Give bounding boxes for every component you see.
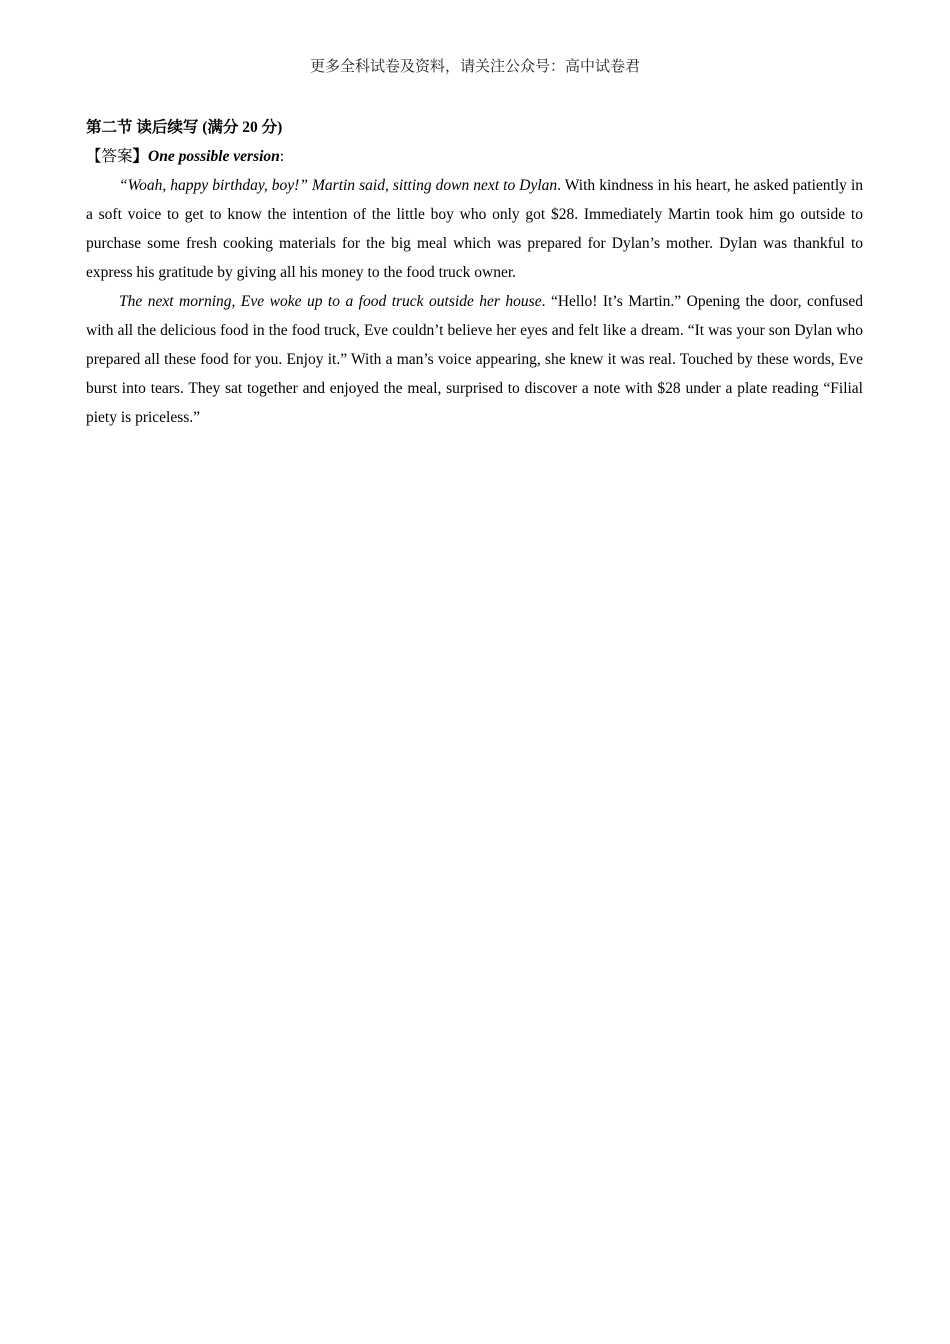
answer-bracket: [86, 148, 148, 165]
paragraph-2: [86, 287, 863, 432]
paragraph-2-lead: The next morning, Eve woke up to a food truck outside her house: [119, 293, 542, 310]
section-title: 第二节 读后续写 (满分 20 分): [86, 119, 283, 136]
paragraph-1: [86, 171, 863, 287]
paragraph-1-lead: “Woah, happy birthday, boy!” Martin said, sitting down next to Dylan: [119, 177, 558, 194]
header-note: 更多全科试卷及资料，请关注公众号：高中试卷君: [309, 59, 640, 75]
paragraph-2-body: . “Hello! It’s Martin.” Opening the door, confused with all the delicious food in the food truck, Eve couldn’t believe her eyes and felt like a dream. “It was your son Dylan who prepared all these food for you. Enjoy it.” With a man’s voice appearing, she knew it was real. Touched by these words, Eve burst into tears. They sat together and enjoyed the meal, surprised to discover a note with $28 under a plate reading “Filial piety is priceless.”: [86, 293, 863, 426]
answer-version-label: One possible version: [148, 148, 280, 165]
answer-bracket-close: 】: [132, 148, 149, 165]
answer-bracket-word: 答案: [101, 148, 133, 165]
answer-label-line: [86, 142, 863, 171]
paragraph-1-body: . With kindness in his heart, he asked patiently in a soft voice to get to know the intention of the little boy who only got $28. Immediately Martin took him go outside to purchase some fresh cooking materials for the big meal which was prepared for Dylan’s mother. Dylan was thankful to express his gratitude by giving all his money to the food truck owner.: [86, 177, 863, 281]
document-body: [86, 113, 863, 432]
answer-colon: :: [279, 148, 285, 165]
answer-bracket-open: 【: [86, 148, 102, 165]
